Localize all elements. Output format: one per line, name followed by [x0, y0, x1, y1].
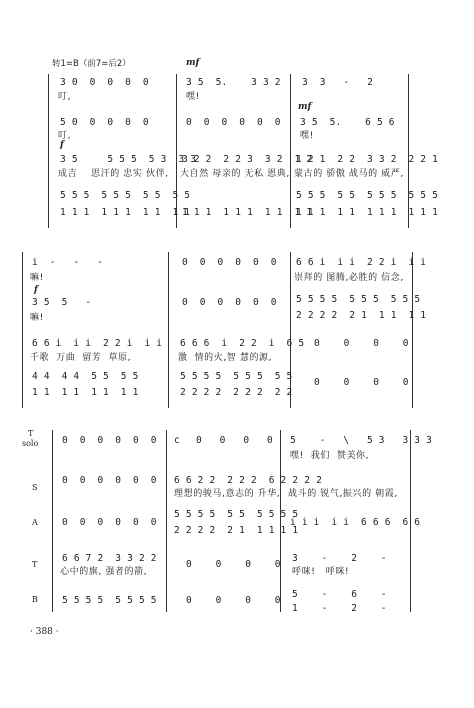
s1-l2-lyric-c: 嘿!: [300, 131, 314, 141]
s3-b-notes-d: 1 - 2 -: [292, 603, 387, 614]
s2-l1-lyric-a: 嘛!: [30, 273, 44, 283]
s2-l2-notes-a: 3 5 5 -: [32, 297, 92, 308]
system1-brace: [48, 74, 49, 228]
dynamic-f-2: f: [34, 285, 38, 295]
label-tenor-solo: T: [28, 429, 34, 438]
s1-l4-notes-f: 1 1 1 1 1 1 1 1 1 1 1: [296, 207, 439, 218]
s3-s-notes-a: 0 0 0 0 0 0: [62, 475, 157, 486]
s2-l4-notes-a: 4 4 4 4 5 5 5 5: [32, 371, 139, 382]
system1-barline-1: [176, 74, 177, 228]
s3-tsolo-lyric-c: 嘿! 我们 赞美你,: [290, 451, 370, 461]
s3-s-lyric-c: 战斗的 锐气,振兴的 朝霞,: [288, 489, 398, 499]
s2-l3-notes-b: 6 6 6 i 2 2 i 6 5: [180, 338, 305, 349]
s3-t-lyric-a: 心中的旗, 强者的箭,: [60, 567, 148, 577]
s3-t-notes-b: 0 0 0 0: [186, 559, 281, 570]
s1-l1-lyric-a: 叮,: [58, 92, 72, 102]
s1-l3-lyric-c: 蒙古的 骄傲 战马的 威严,: [294, 169, 404, 179]
s1-l1-lyric-b: 嘿!: [186, 92, 200, 102]
s3-tsolo-notes-b: 0 0 0 0: [196, 435, 273, 446]
s1-l3-notes-c: 1 2 1 2 2 3 3 2 2 2 1: [296, 154, 439, 165]
s2-l2-notes-b: 0 0 0 0 0 0: [182, 297, 277, 308]
s3-b-notes-b: 0 0 0 0: [186, 595, 281, 606]
s2-l4-notes-b: 1 1 1 1 1 1 1 1: [32, 387, 139, 398]
s2-l1-notes-a: i - - -: [32, 257, 104, 268]
s2-l1-lyric-c: 崇拜的 图腾,必胜的 信念,: [294, 273, 404, 283]
s2-l2-notes-d: 2 2 2 2 2 1 1 1 1 1: [296, 310, 427, 321]
s3-a-notes-a: 0 0 0 0 0 0: [62, 517, 157, 528]
s3-s-lyric-b: 理想的骏马,意志的 升华,: [174, 489, 281, 499]
s3-tsolo-notes-a: 0 0 0 0 0 0: [62, 435, 157, 446]
s2-l3-notes-c: 0 0 0 0: [314, 338, 409, 349]
s1-l1-notes-c: 3 3 - 2: [302, 77, 374, 88]
s3-t-notes-a: 6 6 7 2 3 3 2 2: [62, 553, 157, 564]
dynamic-mf-2: mf: [298, 102, 312, 112]
system2-barline-2: [290, 252, 291, 408]
label-soprano: S: [32, 483, 38, 492]
s2-l3-notes-a: 6 6 i i i 2 2 i i i: [32, 338, 163, 349]
s2-l2-lyric-a: 嘛!: [30, 313, 44, 323]
s1-l2-notes-b: 0 0 0 0 0 0: [186, 117, 281, 128]
s2-l3-lyric-a: 千歌 万曲 留芳 草原,: [30, 353, 132, 363]
s3-t-notes-c: 3 - 2 -: [292, 553, 387, 564]
s3-t-lyric-c: 呼咪! 呼咪!: [292, 567, 350, 577]
system2-brace: [22, 252, 23, 408]
s1-l2-lyric-a: 叮,: [58, 131, 72, 141]
s1-l3-lyric-a: 成吉 思汗的 忠实 伙伴,: [58, 169, 169, 179]
s1-l4-notes-c: 5 5 5 5 5 5 5 5 5 5 5: [296, 190, 439, 201]
s3-s-notes-b: 6 6 2 2 2 2 2 6 2 2 2 2: [174, 475, 322, 486]
system3-barline-1: [166, 430, 167, 612]
dynamic-f-1: f: [60, 140, 64, 150]
s2-l1-notes-b: 0 0 0 0 0 0: [182, 257, 277, 268]
s1-l3-notes-b: 3 2 2 2 2 3 3 2 1 2: [182, 154, 313, 165]
s1-l2-notes-c: 3 5 5. 6 5 6: [300, 117, 395, 128]
s3-b-notes-c: 5 - 6 -: [292, 589, 387, 600]
system2-barline-1: [168, 252, 169, 408]
label-alto: A: [32, 518, 38, 527]
label-bass: B: [32, 595, 38, 604]
s1-l4-notes-e: 1 1 1 1 1 1 1 1 1 1: [182, 207, 313, 218]
system3-brace: [52, 430, 53, 612]
s1-l2-notes-a: 5 0 0 0 0 0: [60, 117, 149, 128]
s3-a-notes-d: i i i i i 6 6 6 6 6: [290, 517, 421, 528]
s1-l1-notes-b: 3 5 5. 3 3 2: [186, 77, 281, 88]
system1-barline-3: [408, 74, 409, 228]
key-change-marking: 转1=B（前7=后2）: [52, 59, 131, 69]
s2-l2-notes-c: 5 5 5 5 5 5 5 5 5 5: [296, 294, 421, 305]
s1-l3-notes-a: 3 5 5 5 5 5 3 3 3: [60, 154, 197, 165]
system2-barline-3: [412, 252, 413, 408]
s2-l4-notes-c: 5 5 5 5 5 5 5 5 5: [180, 371, 293, 382]
s1-l4-notes-b: 1 1 1 1 1 1 1 1 1 1: [60, 207, 191, 218]
s1-l4-notes-a: 5 5 5 5 5 5 5 5 5 5: [60, 190, 191, 201]
s1-l1-notes-a: 3 0 0 0 0 0: [60, 77, 149, 88]
s3-tsolo-notes-c: 5 - \ 5 3 3 3 3: [290, 435, 433, 446]
s3-a-notes-c: 2 2 2 2 2 1 1 1 1 1: [174, 525, 299, 536]
s2-l1-notes-c: 6 6 i i i 2 2 i i i: [296, 257, 427, 268]
system3-barline-2: [280, 430, 281, 612]
s2-l3-lyric-b: 激 情的火,智 慧的源,: [178, 353, 273, 363]
s2-l4-notes-d: 2 2 2 2 2 2 2 2 2: [180, 387, 293, 398]
page-number: · 388 ·: [30, 627, 59, 637]
s1-l3-lyric-b: 大自然 母亲的 无私 恩典,: [180, 169, 290, 179]
s2-l4-notes-e: 0 0 0 0: [314, 377, 409, 388]
dynamic-mf-1: mf: [186, 58, 200, 68]
system1-barline-2: [290, 74, 291, 228]
s3-tsolo-cmark: c: [174, 435, 180, 446]
s3-a-notes-b: 5 5 5 5 5 5 5 5 5 5: [174, 509, 299, 520]
label-solo: solo: [22, 439, 39, 448]
s3-b-notes-a: 5 5 5 5 5 5 5 5: [62, 595, 157, 606]
label-tenor: T: [32, 560, 38, 569]
